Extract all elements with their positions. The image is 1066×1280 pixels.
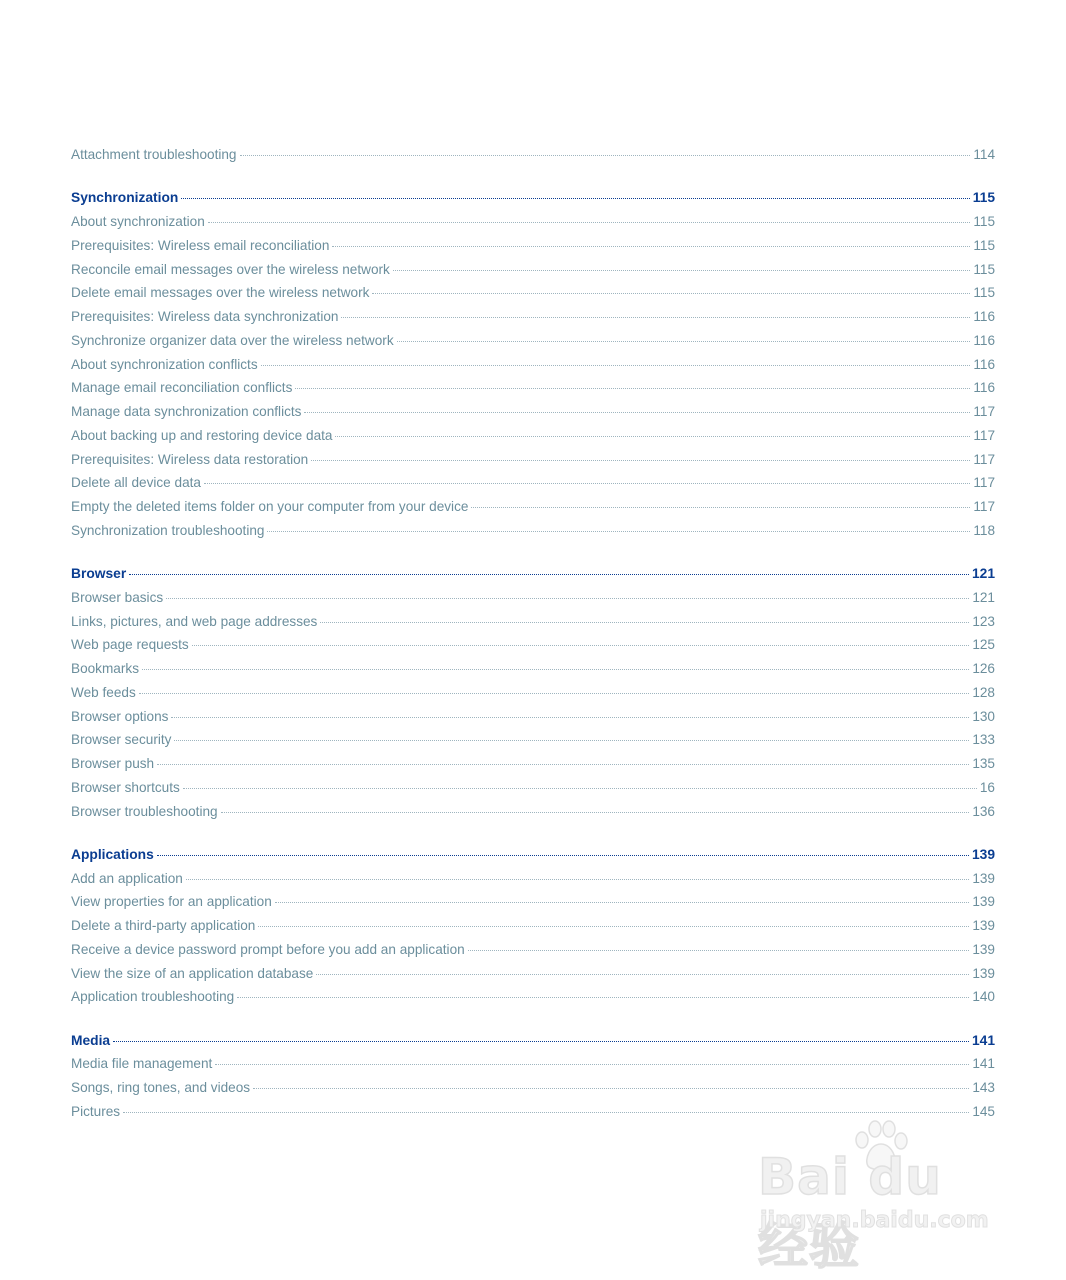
toc-entry-label: Web feeds xyxy=(71,684,136,700)
toc-entry-page-number: 116 xyxy=(973,380,995,396)
dot-leader xyxy=(174,740,969,741)
toc-entry-page-number: 136 xyxy=(972,803,995,819)
toc-entry[interactable] xyxy=(71,214,995,238)
dot-leader xyxy=(171,717,969,718)
toc-entry-page-number: 117 xyxy=(973,451,995,467)
section-spacer xyxy=(71,171,995,191)
toc-entry-page-number: 116 xyxy=(973,332,995,348)
toc-entry-label: Browser push xyxy=(71,756,155,771)
dot-leader xyxy=(275,902,970,903)
toc-entry-label: View the size of an application database xyxy=(71,965,314,981)
toc-entry[interactable] xyxy=(71,989,995,1013)
toc-entry-page-number: 117 xyxy=(973,404,995,419)
toc-entry-page-number: 121 xyxy=(972,589,995,605)
dot-leader xyxy=(372,293,970,294)
toc-entry-page-number: 140 xyxy=(972,989,995,1005)
toc-entry-page-number: 116 xyxy=(973,356,995,372)
dot-leader xyxy=(341,317,970,318)
toc-entry[interactable] xyxy=(71,780,995,804)
toc-heading-label: Browser xyxy=(71,566,127,581)
dot-leader xyxy=(397,341,971,342)
section-spacer xyxy=(71,547,995,567)
toc-entry-page-number: 139 xyxy=(972,870,995,886)
toc-entry[interactable] xyxy=(71,428,995,452)
toc-entry[interactable] xyxy=(71,333,995,357)
toc-entry-page-number: 115 xyxy=(973,214,995,229)
dot-leader xyxy=(221,812,970,813)
toc-entry-page-number: 117 xyxy=(973,427,995,443)
toc-entry-page-number: 141 xyxy=(972,1056,995,1072)
dot-leader xyxy=(316,974,969,975)
dot-leader xyxy=(139,693,970,694)
toc-entry[interactable] xyxy=(71,685,995,709)
toc-entry-page-number: 126 xyxy=(972,661,995,676)
dot-leader xyxy=(258,926,969,927)
toc-entry-label: Browser basics xyxy=(71,589,164,605)
dot-leader xyxy=(471,507,970,508)
toc-entry[interactable] xyxy=(71,309,995,333)
toc-entry-page-number: 130 xyxy=(972,708,995,724)
toc-entry-label: Links, pictures, and web page addresses xyxy=(71,613,318,629)
toc-entry-label: Reconcile email messages over the wireless network xyxy=(71,261,390,277)
table-of-contents xyxy=(71,147,995,1128)
toc-entry[interactable] xyxy=(71,804,995,828)
toc-entry[interactable] xyxy=(71,709,995,733)
dot-leader xyxy=(311,460,970,461)
toc-entry-label: Delete a third-party application xyxy=(71,918,256,933)
toc-entry-page-number: 133 xyxy=(972,732,995,748)
toc-entry-page-number: 145 xyxy=(972,1103,995,1119)
toc-entry-page-number: 143 xyxy=(972,1080,995,1095)
dot-leader xyxy=(240,155,971,156)
toc-entry-page-number: 125 xyxy=(972,637,995,653)
toc-entry-page-number: 123 xyxy=(972,613,995,629)
toc-entry-label: Bookmarks xyxy=(71,661,139,676)
toc-entry-page-number: 115 xyxy=(973,285,995,301)
toc-entry-label: Prerequisites: Wireless email reconciliation xyxy=(71,237,330,253)
toc-entry[interactable] xyxy=(71,942,995,966)
toc-section-heading[interactable] xyxy=(71,566,995,590)
toc-entry-label: Manage data synchronization conflicts xyxy=(71,404,302,419)
toc-entry-label: View properties for an application xyxy=(71,894,272,910)
toc-entry-page-number: 117 xyxy=(973,475,995,491)
toc-entry[interactable] xyxy=(71,966,995,990)
toc-entry-label: Prerequisites: Wireless data synchronization xyxy=(71,309,339,324)
toc-entry-label: Add an application xyxy=(71,870,183,886)
toc-entry[interactable] xyxy=(71,452,995,476)
toc-entry-label: Attachment troubleshooting xyxy=(71,147,237,162)
toc-entry-label: About backing up and restoring device data xyxy=(71,427,333,443)
toc-entry-page-number: 139 xyxy=(972,965,995,981)
toc-entry-page-number: 139 xyxy=(972,941,995,957)
toc-entry-page-number: 16 xyxy=(979,779,995,795)
toc-entry[interactable] xyxy=(71,1056,995,1080)
toc-entry[interactable] xyxy=(71,147,995,171)
dot-leader xyxy=(204,483,970,484)
toc-entry[interactable] xyxy=(71,894,995,918)
toc-entry-page-number: 115 xyxy=(973,237,995,253)
dot-leader xyxy=(142,669,969,670)
toc-entry-label: About synchronization conflicts xyxy=(71,356,258,372)
toc-entry-label: Prerequisites: Wireless data restoration xyxy=(71,451,309,467)
toc-entry[interactable] xyxy=(71,475,995,499)
toc-entry-page-number: 115 xyxy=(973,261,995,277)
toc-section-heading[interactable] xyxy=(71,190,995,214)
dot-leader xyxy=(267,531,970,532)
dot-leader xyxy=(295,388,970,389)
watermark-brand: Bai du 经验 xyxy=(758,1148,942,1275)
dot-leader xyxy=(157,855,969,856)
dot-leader xyxy=(166,598,969,599)
toc-entry-label: Synchronize organizer data over the wireless network xyxy=(71,332,394,348)
dot-leader xyxy=(186,879,969,880)
watermark-url: jingyan.baidu.com xyxy=(760,1208,989,1233)
toc-entry-label: Manage email reconciliation conflicts xyxy=(71,380,293,396)
dot-leader xyxy=(335,436,970,437)
toc-heading-page-number: 139 xyxy=(971,846,995,862)
toc-entry-label: Media file management xyxy=(71,1056,213,1072)
toc-entry[interactable] xyxy=(71,1080,995,1104)
toc-entry[interactable] xyxy=(71,404,995,428)
toc-entry[interactable] xyxy=(71,871,995,895)
dot-leader xyxy=(181,198,969,199)
toc-heading-label: Media xyxy=(71,1032,111,1048)
dot-leader xyxy=(129,574,969,575)
toc-entry-label: Pictures xyxy=(71,1103,121,1119)
toc-entry-page-number: 117 xyxy=(973,499,995,514)
dot-leader xyxy=(393,270,970,271)
toc-entry-label: Web page requests xyxy=(71,637,189,653)
toc-heading-page-number: 115 xyxy=(972,190,995,206)
toc-entry-label: Songs, ring tones, and videos xyxy=(71,1080,251,1095)
toc-entry-label: Delete email messages over the wireless network xyxy=(71,285,370,301)
toc-entry[interactable] xyxy=(71,637,995,661)
dot-leader xyxy=(215,1064,969,1065)
toc-entry[interactable] xyxy=(71,918,995,942)
toc-entry-page-number: 135 xyxy=(972,756,995,771)
toc-entry[interactable] xyxy=(71,756,995,780)
dot-leader xyxy=(183,788,977,789)
dot-leader xyxy=(113,1041,969,1042)
dot-leader xyxy=(320,622,969,623)
dot-leader xyxy=(332,246,970,247)
toc-entry[interactable] xyxy=(71,732,995,756)
toc-entry-label: Browser options xyxy=(71,708,169,724)
toc-entry[interactable] xyxy=(71,357,995,381)
dot-leader xyxy=(304,412,970,413)
dot-leader xyxy=(157,764,969,765)
dot-leader xyxy=(261,365,971,366)
toc-entry-label: Delete all device data xyxy=(71,475,201,491)
toc-heading-label: Synchronization xyxy=(71,190,179,206)
toc-entry-label: Browser security xyxy=(71,732,172,748)
toc-heading-page-number: 121 xyxy=(971,566,995,581)
toc-entry-label: Synchronization troubleshooting xyxy=(71,522,265,538)
dot-leader xyxy=(253,1088,969,1089)
toc-entry-page-number: 139 xyxy=(972,918,995,933)
section-spacer xyxy=(71,1013,995,1033)
toc-entry[interactable] xyxy=(71,380,995,404)
toc-entry[interactable] xyxy=(71,238,995,262)
toc-entry-label: Receive a device password prompt before you add an application xyxy=(71,941,465,957)
toc-entry-page-number: 128 xyxy=(972,684,995,700)
toc-entry-page-number: 139 xyxy=(972,894,995,910)
toc-entry[interactable] xyxy=(71,285,995,309)
toc-heading-label: Applications xyxy=(71,846,154,862)
toc-entry-page-number: 118 xyxy=(973,522,995,538)
toc-entry-label: Empty the deleted items folder on your computer from your device xyxy=(71,499,469,514)
dot-leader xyxy=(468,950,970,951)
toc-section-heading[interactable] xyxy=(71,1033,995,1057)
toc-heading-page-number: 141 xyxy=(971,1032,995,1048)
toc-entry-label: Browser shortcuts xyxy=(71,779,180,795)
toc-entry-page-number: 114 xyxy=(973,147,995,162)
dot-leader xyxy=(237,997,969,998)
toc-entry-label: Application troubleshooting xyxy=(71,989,235,1005)
dot-leader xyxy=(123,1112,969,1113)
toc-entry-label: Browser troubleshooting xyxy=(71,803,218,819)
toc-entry[interactable] xyxy=(71,590,995,614)
toc-entry-page-number: 116 xyxy=(973,309,995,324)
toc-entry-label: About synchronization xyxy=(71,214,205,229)
baidu-jingyan-watermark xyxy=(758,1120,1008,1275)
toc-entry[interactable] xyxy=(71,523,995,547)
toc-entry[interactable] xyxy=(71,661,995,685)
toc-entry[interactable] xyxy=(71,262,995,286)
dot-leader xyxy=(192,645,970,646)
section-spacer xyxy=(71,827,995,847)
toc-entry[interactable] xyxy=(71,499,995,523)
dot-leader xyxy=(208,222,971,223)
toc-entry[interactable] xyxy=(71,614,995,638)
toc-section-heading[interactable] xyxy=(71,847,995,871)
